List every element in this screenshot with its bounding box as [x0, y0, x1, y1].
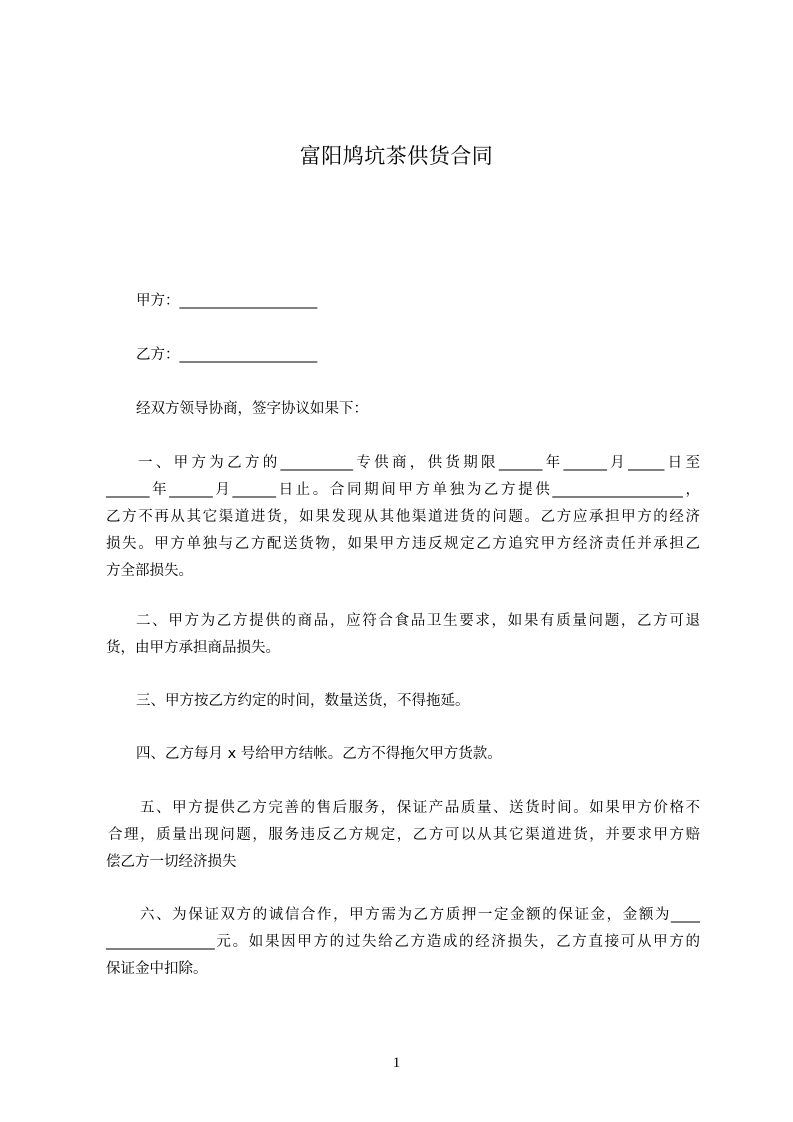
clause-6-line: 六、为保证双方的诚信合作，甲方需为乙方质押一定金额的保证金，金额为____	[140, 907, 700, 923]
clause-6-line: 保证金中扣除。	[106, 961, 208, 977]
clause-6-line: _______________元。如果因甲方的过失给乙方造成的经济损失，乙方直接可从甲方的	[106, 934, 700, 950]
clause-4: 四、乙方每月 x 号给甲方结帐。乙方不得拖欠甲方货款。	[136, 746, 502, 762]
clause-3: 三、甲方按乙方约定的时间，数量送货，不得拖延。	[136, 693, 470, 709]
page-number: 1	[392, 1055, 401, 1071]
party-b-line: 乙方：___________________	[136, 347, 318, 363]
clause-1-line: 方全部损失。	[106, 563, 193, 579]
clause-1-line: 损失。甲方单独与乙方配送货物，如果甲方违反规定乙方追究甲方经济责任并承担乙	[106, 536, 700, 552]
clause-2-line: 二、甲方为乙方提供的商品，应符合食品卫生要求，如果有质量问题，乙方可退	[136, 613, 700, 629]
clause-1-line: ______年______月______日止。合同期间甲方单独为乙方提供__________________，	[106, 482, 700, 498]
clause-5-line: 合理，质量出现问题，服务违反乙方规定，乙方可以从其它渠道进货，并要求甲方赔	[108, 827, 700, 843]
contract-title: 富阳鸠坑茶供货合同	[299, 144, 494, 168]
party-a-line: 甲方：___________________	[136, 293, 318, 309]
intro-paragraph: 经双方领导协商，签字协议如果下：	[136, 401, 368, 417]
clause-5-line: 五、甲方提供乙方完善的售后服务，保证产品质量、送货时间。如果甲方价格不	[140, 800, 700, 816]
clause-1-line: 一、甲方为乙方的__________专供商，供货期限______年______月_____日至	[138, 455, 700, 471]
clause-5-line: 偿乙方一切经济损失	[106, 854, 237, 870]
clause-2-line: 货，由甲方承担商品损失。	[106, 640, 280, 656]
clause-1-line: 乙方不再从其它渠道进货，如果发现从其他渠道进货的问题。乙方应承担甲方的经济	[106, 509, 700, 525]
